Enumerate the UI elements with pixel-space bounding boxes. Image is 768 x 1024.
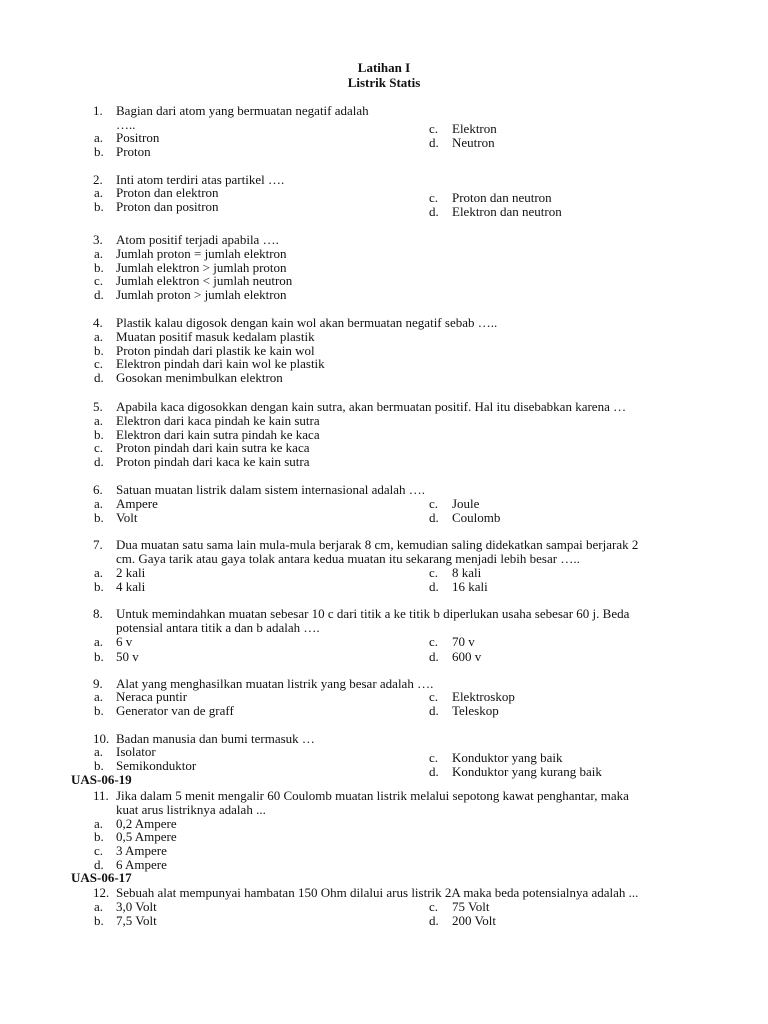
option-letter: b.: [94, 649, 104, 664]
option-letter: c.: [429, 750, 439, 765]
question-text: Alat yang menghasilkan muatan listrik yang besar adalah ….: [116, 676, 434, 691]
option-letter: d.: [429, 703, 439, 718]
option-text: 50 v: [116, 649, 139, 664]
option-letter: c.: [94, 440, 104, 455]
option-letter: a.: [94, 246, 104, 261]
question-text: Untuk memindahkan muatan sebesar 10 c dari titik a ke titik b diperlukan usaha sebesar 60 j. Beda: [116, 606, 630, 621]
option-text: 70 v: [452, 634, 475, 649]
question-text: Plastik kalau digosok dengan kain wol akan bermuatan negatif sebab …..: [116, 315, 498, 330]
option-letter: d.: [429, 510, 439, 525]
question-text: cm. Gaya tarik atau gaya tolak antara kedua muatan itu sekarang menjadi lebih besar …..: [116, 551, 580, 566]
option-text: Neutron: [452, 135, 495, 150]
option-text: Elektron dari kain sutra pindah ke kaca: [116, 427, 320, 442]
option-text: Elektroskop: [452, 689, 515, 704]
question-text: Jika dalam 5 menit mengalir 60 Coulomb muatan listrik melalui sepotong kawat penghantar, maka: [116, 788, 629, 803]
option-letter: d.: [429, 579, 439, 594]
question-text: Satuan muatan listrik dalam sistem internasional adalah ….: [116, 482, 426, 497]
question-text: Dua muatan satu sama lain mula-mula berjarak 8 cm, kemudian saling didekatkan sampai berjarak 2: [116, 537, 639, 552]
question-text: …..: [116, 117, 136, 132]
question-number: 8.: [93, 606, 103, 621]
question-number: 5.: [93, 399, 103, 414]
option-text: Proton dan positron: [116, 199, 219, 214]
page-subtitle: Listrik Statis: [347, 75, 421, 90]
option-letter: c.: [94, 273, 104, 288]
option-text: Semikonduktor: [116, 758, 197, 773]
option-letter: c.: [429, 689, 439, 704]
option-letter: d.: [429, 649, 439, 664]
option-letter: d.: [94, 370, 104, 385]
question-text: Sebuah alat mempunyai hambatan 150 Ohm dilalui arus listrik 2A maka beda potensialnya adalah ...: [116, 885, 639, 900]
option-text: Teleskop: [452, 703, 499, 718]
question-text: Bagian dari atom yang bermuatan negatif adalah: [116, 103, 369, 118]
option-text: 6 Ampere: [116, 857, 167, 872]
option-letter: c.: [429, 496, 439, 511]
option-text: Ampere: [116, 496, 158, 511]
option-letter: b.: [94, 510, 104, 525]
option-letter: b.: [94, 829, 104, 844]
option-text: 7,5 Volt: [116, 913, 157, 928]
option-text: 3,0 Volt: [116, 899, 157, 914]
option-text: Jumlah proton = jumlah elektron: [116, 246, 287, 261]
option-letter: d.: [429, 764, 439, 779]
option-text: 16 kali: [452, 579, 488, 594]
option-letter: a.: [94, 329, 104, 344]
option-text: Isolator: [116, 744, 156, 759]
option-text: 2 kali: [116, 565, 146, 580]
option-letter: b.: [94, 343, 104, 358]
question-number: 4.: [93, 315, 103, 330]
question-text: Atom positif terjadi apabila ….: [116, 232, 279, 247]
question-number: 12.: [93, 885, 110, 900]
option-letter: c.: [429, 634, 439, 649]
option-text: 8 kali: [452, 565, 482, 580]
option-text: 6 v: [116, 634, 133, 649]
option-letter: c.: [429, 565, 439, 580]
option-text: Neraca puntir: [116, 689, 188, 704]
option-letter: a.: [94, 689, 104, 704]
option-text: 75 Volt: [452, 899, 490, 914]
option-letter: d.: [94, 287, 104, 302]
option-text: Joule: [452, 496, 480, 511]
option-text: Jumlah elektron > jumlah proton: [116, 260, 287, 275]
option-text: Elektron: [452, 121, 497, 136]
option-text: Gosokan menimbulkan elektron: [116, 370, 283, 385]
option-letter: a.: [94, 899, 104, 914]
question-number: 9.: [93, 676, 103, 691]
question-text: Badan manusia dan bumi termasuk …: [116, 731, 315, 746]
option-text: Positron: [116, 130, 160, 145]
option-letter: d.: [94, 454, 104, 469]
option-text: Jumlah proton > jumlah elektron: [116, 287, 287, 302]
option-letter: a.: [94, 413, 104, 428]
option-letter: b.: [94, 260, 104, 275]
option-text: Muatan positif masuk kedalam plastik: [116, 329, 315, 344]
question-number: 10.: [93, 731, 110, 746]
question-text: potensial antara titik a dan b adalah ….: [116, 620, 320, 635]
option-text: Generator van de graff: [116, 703, 234, 718]
option-letter: d.: [429, 135, 439, 150]
question-number: 7.: [93, 537, 103, 552]
option-text: 3 Ampere: [116, 843, 167, 858]
option-text: 200 Volt: [452, 913, 496, 928]
page-title: Latihan I: [357, 60, 411, 75]
option-text: Jumlah elektron < jumlah neutron: [116, 273, 293, 288]
option-letter: a.: [94, 185, 104, 200]
question-number: 1.: [93, 103, 103, 118]
option-letter: c.: [94, 356, 104, 371]
option-text: Elektron dari kaca pindah ke kain sutra: [116, 413, 320, 428]
option-text: Coulomb: [452, 510, 501, 525]
option-letter: d.: [429, 913, 439, 928]
question-number: 2.: [93, 172, 103, 187]
option-letter: a.: [94, 634, 104, 649]
option-text: 4 kali: [116, 579, 146, 594]
option-text: Proton pindah dari kain sutra ke kaca: [116, 440, 310, 455]
option-letter: c.: [429, 121, 439, 136]
option-letter: c.: [429, 899, 439, 914]
question-number: 11.: [93, 788, 109, 803]
question-text: Inti atom terdiri atas partikel ….: [116, 172, 285, 187]
option-letter: b.: [94, 144, 104, 159]
question-number: 6.: [93, 482, 103, 497]
option-text: Proton pindah dari plastik ke kain wol: [116, 343, 315, 358]
option-letter: a.: [94, 816, 104, 831]
option-letter: b.: [94, 703, 104, 718]
question-text: kuat arus listriknya adalah ...: [116, 802, 266, 817]
option-letter: a.: [94, 496, 104, 511]
section-label: UAS-06-17: [71, 870, 132, 885]
option-text: 0,5 Ampere: [116, 829, 177, 844]
option-text: Volt: [116, 510, 138, 525]
option-text: Proton pindah dari kaca ke kain sutra: [116, 454, 310, 469]
option-letter: b.: [94, 199, 104, 214]
option-letter: a.: [94, 565, 104, 580]
option-letter: b.: [94, 427, 104, 442]
option-letter: c.: [429, 190, 439, 205]
option-text: Elektron pindah dari kain wol ke plastik: [116, 356, 325, 371]
option-letter: b.: [94, 758, 104, 773]
option-text: Proton dan neutron: [452, 190, 552, 205]
option-text: Elektron dan neutron: [452, 204, 562, 219]
option-letter: b.: [94, 579, 104, 594]
option-letter: a.: [94, 744, 104, 759]
question-number: 3.: [93, 232, 103, 247]
option-text: Proton: [116, 144, 151, 159]
option-letter: b.: [94, 913, 104, 928]
option-text: Konduktor yang baik: [452, 750, 563, 765]
option-text: Konduktor yang kurang baik: [452, 764, 602, 779]
question-text: Apabila kaca digosokkan dengan kain sutra, akan bermuatan positif. Hal itu disebabkan karena …: [116, 399, 627, 414]
option-text: 600 v: [452, 649, 482, 664]
option-letter: c.: [94, 843, 104, 858]
section-label: UAS-06-19: [71, 772, 132, 787]
option-letter: d.: [94, 857, 104, 872]
option-text: Proton dan elektron: [116, 185, 219, 200]
option-text: 0,2 Ampere: [116, 816, 177, 831]
option-letter: a.: [94, 130, 104, 145]
option-letter: d.: [429, 204, 439, 219]
